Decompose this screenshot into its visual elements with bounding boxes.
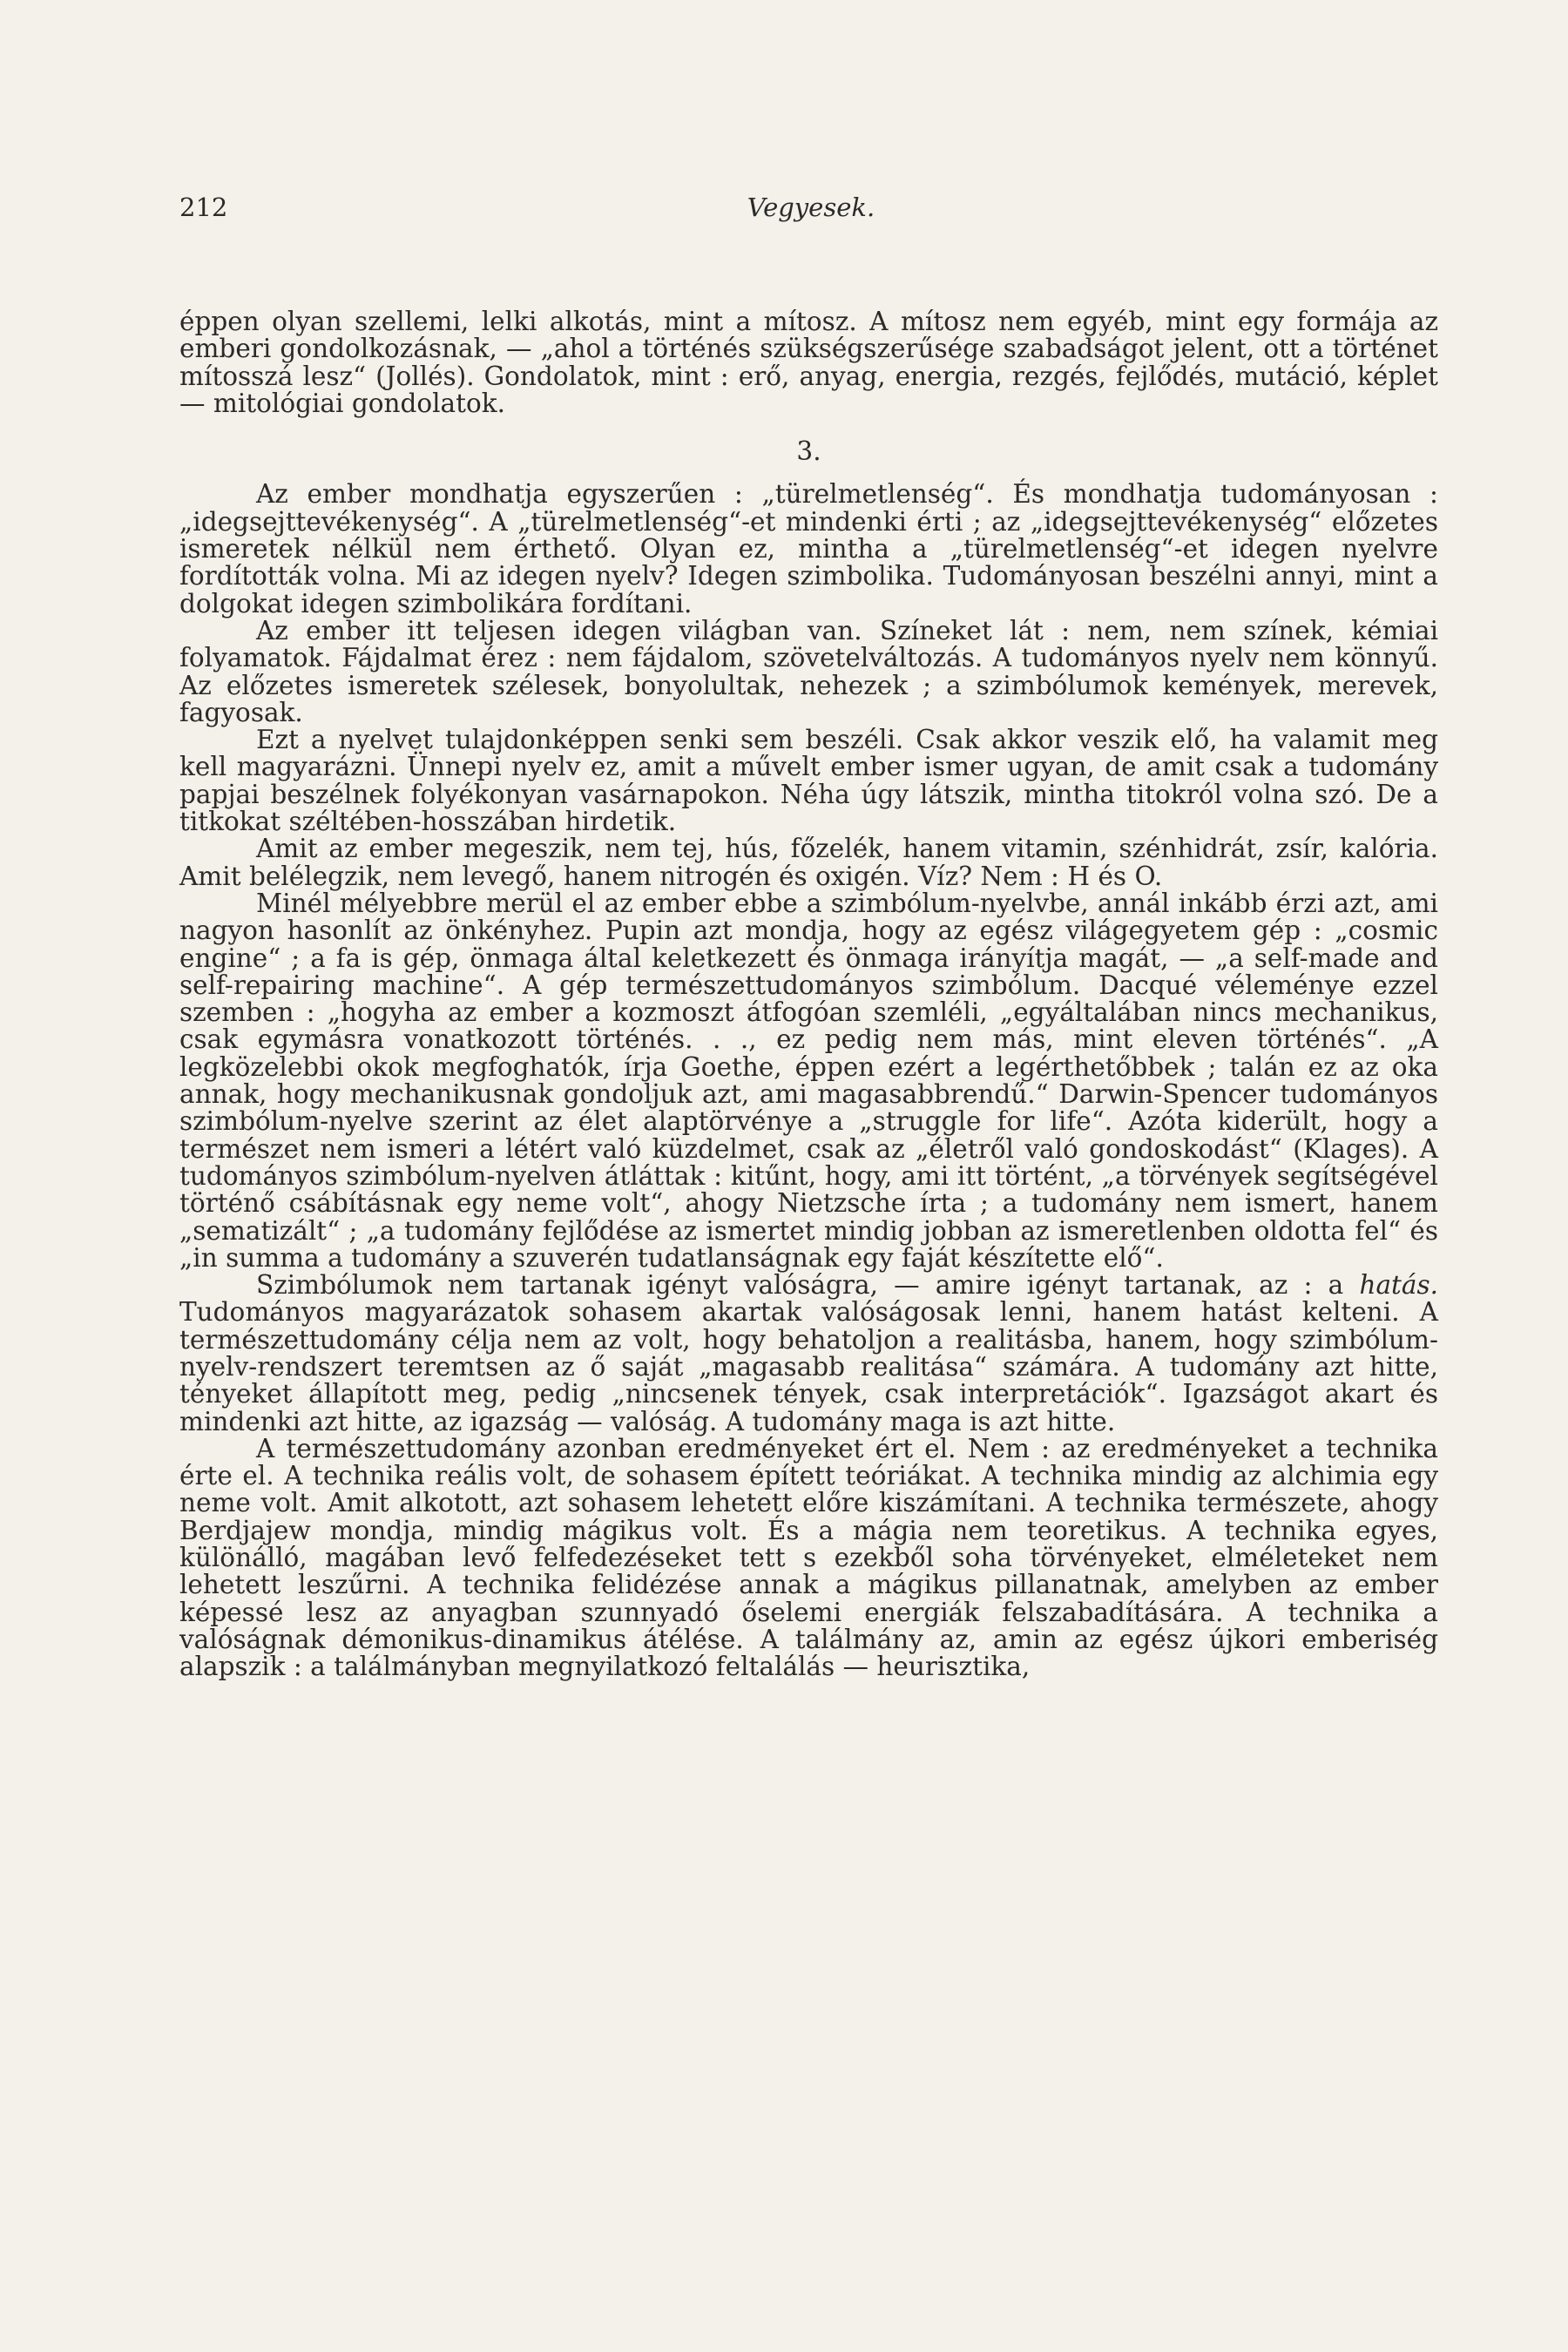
paragraph-7-italic: hatás. (1359, 1270, 1438, 1301)
running-title: Vegyesek. (747, 193, 875, 222)
paragraph-7-end: Tudományos magyarázatok sohasem akartak valóságosak lenni, hanem hatást kelteni. A természettudomány célja nem az volt, hogy behatoljon a realitásba, hanem, hogy szimbólum-nyelv-rendszert teremtsen az ő saját „magasabb realitása“ számára. A tudomány azt hitte, tényeket állapított meg, pedig „nincsenek tények, csak interpretációk“. Igazságot akart és mindenki azt hitte, az igazság — valóság. A tudomány maga is azt hitte. (179, 1297, 1438, 1436)
paragraph-8: A természettudomány azonban eredményeket ért el. Nem : az eredményeket a technika érte el. A technika reális volt, de sohasem épített teóriákat. A technika mindig az alchimia egy neme volt. Amit alkotott, azt sohasem lehetett előre kiszámítani. A technika természete, ahogy Berdjajew mondja, mindig mágikus volt. És a mágia nem teoretikus. A technika egyes, különálló, magában levő felfedezéseket tett s ezekből soha törvényeket, elméleteket nem lehetett leszűrni. A technika felidézése annak a mágikus pillanatnak, amelyben az ember képessé lesz az anyagban szunnyadó őselemi energiák felszabadítására. A technika a valóságnak démonikus-dinamikus átélése. A találmány az, amin az egész újkori emberiség alapszik : a találmányban megnyilatkozó feltalálás — heurisztika, (179, 1433, 1438, 1682)
section-number: 3. (796, 436, 821, 467)
paragraph-7-start: Szimbólumok nem tartanak igényt valóságra, — amire igényt tartanak, az : a (256, 1270, 1360, 1301)
paragraph-1: éppen olyan szellemi, lelki alkotás, mint a mítosz. A mítosz nem egyéb, mint egy formája az emberi gondolkozásnak, — „ahol a történés szükségszerűsége szabadságot jelent, ott a történet mítosszá lesz“ (Jollés). Gondolatok, mint : erő, anyag, energia, rezgés, fejlődés, mutáció, képlet — mitológiai gondolatok. (179, 307, 1438, 418)
paragraph-7 (179, 1272, 1438, 1436)
body-text (179, 308, 1438, 1681)
running-head (179, 190, 1443, 225)
paragraph-4: Ezt a nyelvet tulajdonképpen senki sem beszéli. Csak akkor veszik elő, ha valamit meg kell magyarázni. Ünnepi nyelv ez, amit a művelt ember ismer ugyan, de amit csak a tudomány papjai beszélnek folyékonyan vasárnapokon. Néha úgy látszik, mintha titokról volna szó. De a titkokat széltében-hosszában hirdetik. (179, 725, 1438, 837)
paragraph-3: Az ember itt teljesen idegen világban van. Színeket lát : nem, nem színek, kémiai folyamatok. Fájdalmat érez : nem fájdalom, szövetelváltozás. A tudományos nyelv nem könnyű. Az előzetes ismeretek szélesek, bonyolultak, nehezek ; a szimbólumok kemények, merevek, fagyosak. (179, 615, 1438, 727)
paragraph-2: Az ember mondhatja egyszerűen : „türelmetlenség“. És mondhatja tudományosan : „idegsejttevékenység“. A „türelmetlenség“-et mindenki érti ; az „idegsejttevékenység“ előzetes ismeretek nélkül nem érthető. Olyan ez, mintha a „türelmetlenség“-et idegen nyelvre fordították volna. Mi az idegen nyelv? Idegen szimbolika. Tudományosan beszélni annyi, mint a dolgokat idegen szimbolikára fordítani. (179, 479, 1438, 618)
paragraph-6: Minél mélyebbre merül el az ember ebbe a szimbólum-nyelvbe, annál inkább érzi azt, ami nagyon hasonlít az önkényhez. Pupin azt mondja, hogy az egész világegyetem gép : „cosmic engine“ ; a fa is gép, önmaga által keletkezett és önmaga irányítja magát, — „a self-made and self-repairing machine“. A gép természettudományos szimbólum. Dacqué véleménye ezzel szemben : „hogyha az ember a kozmoszt átfogóan szemléli, „egyáltalában nincs mechanikus, csak egymásra vonatkozott történés. . ., ez pedig nem más, mint eleven történés“. „A legközelebbi okok megfoghatók, írja Goethe, éppen ezért a legérthetőbbek ; talán ez az oka annak, hogy mechanikusnak gondoljuk azt, ami magasabbrendű.“ Darwin-Spencer tudományos szimbólum-nyelve szerint az élet alaptörvénye a „struggle for life“. Azóta kiderült, hogy a természet nem ismeri a létért való küzdelmet, csak az „életről való gondoskodást“ (Klages). A tudományos szimbólum-nyelven átláttak : kitűnt, hogy, ami itt történt, „a törvények segítségével történő csábításnak egy neme volt“, ahogy Nietzsche írta ; a tudomány nem ismert, hanem „sematizált“ ; „a tudomány fejlődése az ismertet mindig jobban az ismeretlenben oldotta fel“ és „in summa a tudomány a szuverén tudatlanságnak egy faját készítette elő“. (179, 888, 1438, 1273)
page-number: 212 (179, 193, 228, 222)
paragraph-5: Amit az ember megeszik, nem tej, hús, főzelék, hanem vitamin, szénhidrát, zsír, kalória. Amit belélegzik, nem levegő, hanem nitrogén és oxigén. Víz? Nem : H és O. (179, 834, 1438, 891)
